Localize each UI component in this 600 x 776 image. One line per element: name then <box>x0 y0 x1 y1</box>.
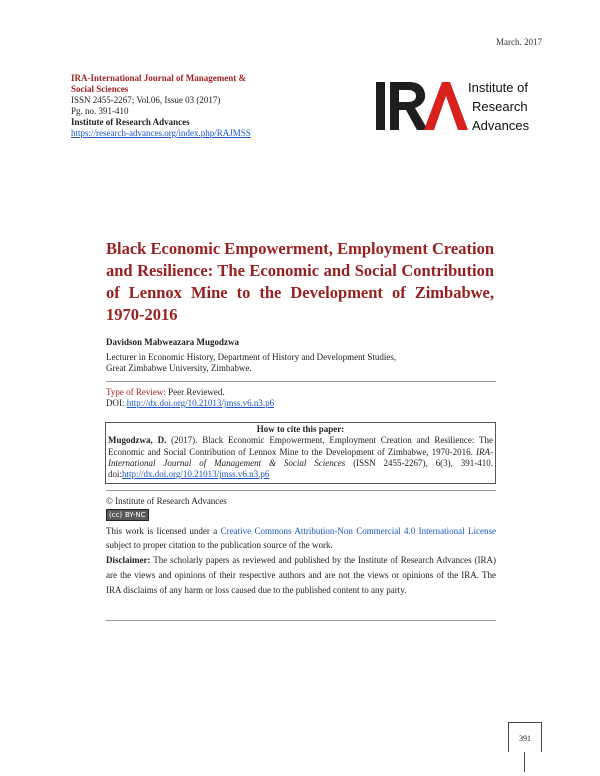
copyright-notice: © Institute of Research Advances <box>106 496 227 506</box>
citation-text <box>108 435 493 480</box>
license-prefix: This work is licensed under a <box>106 526 221 536</box>
divider-bottom <box>106 620 496 621</box>
page-number: 391 <box>508 722 542 752</box>
disclaimer-label: Disclaimer: <box>106 555 151 565</box>
disclaimer-body: The scholarly papers as reviewed and published by the Institute of Research Advances (IRA) are the views and opinions of their respective authors and are not the views or opinions of the IRA. The IRA disclaims of any harm or loss caused due to the published content to any party. <box>106 555 496 595</box>
ira-logo-mark-icon <box>376 76 468 136</box>
journal-url-link[interactable]: https://research-advances.org/index.php/RAJMSS <box>71 128 251 138</box>
publication-date: March. 2017 <box>496 37 542 47</box>
review-block <box>106 387 496 409</box>
journal-issn: ISSN 2455-2267; Vol.06, Issue 03 (2017) <box>71 95 221 105</box>
citation-text-part1: (2017). Black Economic Empowerment, Employment Creation and Resilience: The Economic and Social Contribution of Lennox Mine to the Development of Zimbabwe, 1970-2016. <box>108 435 493 457</box>
journal-pages: Pg. no. 391-410 <box>71 106 129 116</box>
author-block <box>106 337 496 375</box>
citation-doi-link[interactable]: http://dx.doi.org/10.21013/jmss.v6.n3.p6 <box>122 469 270 480</box>
ira-logo-text <box>468 78 529 135</box>
citation-text-part2: (ISSN 2455-2267), 6(3), 391-410. doi: <box>108 457 493 480</box>
ira-logo <box>376 76 556 136</box>
logo-text-line1: Institute of <box>468 80 528 95</box>
cc-badge-left: (cc) <box>109 511 123 519</box>
citation-author: Mugodzwa, D. <box>108 435 167 446</box>
divider-middle <box>106 490 496 491</box>
author-name: Davidson Mabweazara Mugodzwa <box>106 337 239 347</box>
cc-license-badge-icon[interactable] <box>106 509 149 521</box>
license-suffix: subject to proper citation to the publication source of the work. <box>106 540 333 550</box>
author-affiliation-line2: Great Zimbabwe University, Zimbabwe. <box>106 363 252 373</box>
citation-box <box>105 422 496 484</box>
paper-title: Black Economic Empowerment, Employment Creation and Resilience: The Economic and Social Contribution of Lennox Mine to the Development of Zimbabwe, 1970-2016 <box>106 239 494 324</box>
doi-label: DOI: <box>106 398 127 408</box>
doi-link[interactable]: http://dx.doi.org/10.21013/jmss.v6.n3.p6 <box>126 398 275 408</box>
journal-publisher: Institute of Research Advances <box>71 117 190 127</box>
divider-top <box>106 381 496 382</box>
citation-journal: IRA-International Journal of Management & Social Sciences <box>108 446 493 468</box>
license-link[interactable]: Creative Commons Attribution-Non Commercial 4.0 International License <box>220 526 496 536</box>
review-type-value: Peer Reviewed. <box>165 387 225 397</box>
journal-info <box>71 73 311 139</box>
citation-heading: How to cite this paper: <box>256 424 345 434</box>
logo-text-line3: Advances <box>472 118 530 133</box>
disclaimer-text <box>106 553 496 597</box>
cc-badge-right: BY-NC <box>125 511 146 519</box>
author-affiliation-line1: Lecturer in Economic History, Department of History and Development Studies, <box>106 351 397 362</box>
logo-text-line2: Research <box>472 99 528 114</box>
page-number-line <box>524 752 525 772</box>
journal-name-line1: IRA-International Journal of Management & <box>71 73 246 83</box>
review-type-label: Type of Review: <box>106 387 166 397</box>
journal-name-line2: Social Sciences <box>71 84 129 94</box>
license-text <box>106 524 496 552</box>
